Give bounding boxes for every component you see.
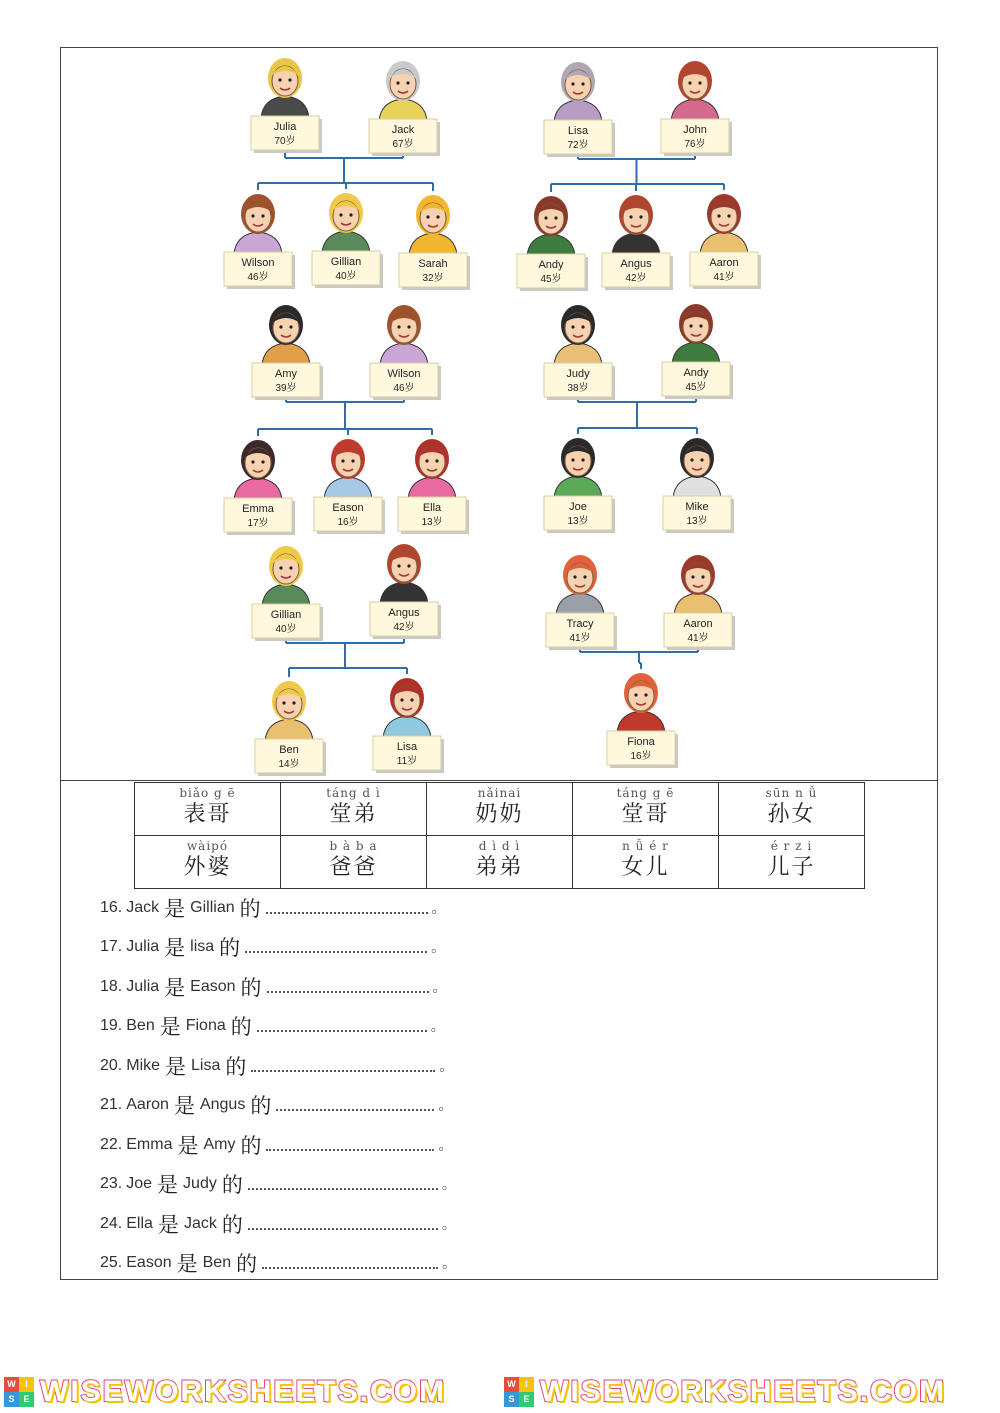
vocab-cell [135,836,281,889]
person-name: Ella [422,502,442,514]
family-member [398,439,469,534]
family-member [252,546,323,641]
question-subject: Eason [126,1254,172,1272]
question-particle: 的 [239,896,261,921]
site-logo [4,1372,446,1412]
vocab-cell [135,783,281,836]
vocab-cell [573,783,719,836]
person-name: Angus [620,258,652,270]
pinyin: biǎo g ē [179,786,236,800]
person-avatar-icon [265,681,313,741]
question-end-mark: 。 [431,900,446,917]
badge-letter: E [519,1392,534,1407]
family-member [373,678,444,773]
question-end-mark: 。 [438,1137,453,1154]
person-age: 41岁 [569,633,591,644]
question-subject: Julia [126,938,160,956]
question-particle: 的 [240,1133,262,1158]
family-member [607,673,678,768]
person-age: 14岁 [278,759,300,770]
person-avatar-icon [554,305,602,365]
person-avatar-icon [612,195,660,255]
vocab-row [135,836,865,889]
person-age: 46岁 [247,272,269,283]
question-verb: 是 [157,1212,179,1237]
question-object: Eason [190,977,236,995]
person-age: 16岁 [630,751,652,762]
person-age: 45岁 [540,274,562,285]
question-object: Fiona [185,1017,226,1035]
hanzi: 弟弟 [475,855,524,880]
person-name: Wilson [241,257,275,269]
family-member [662,304,733,399]
question-particle: 的 [236,1252,258,1277]
vocabulary-table [134,782,865,889]
family-member [544,305,615,400]
person-name: Fiona [627,736,655,748]
person-avatar-icon [671,61,719,121]
answer-blank[interactable] [251,1060,435,1072]
person-name: Aaron [683,618,713,630]
question-verb: 是 [173,1094,195,1119]
person-age: 72岁 [567,140,589,151]
person-name: Emma [242,503,274,515]
question-subject: Julia [126,977,160,995]
family-connectors [258,150,724,677]
person-age: 42岁 [625,273,647,284]
question-number: 22. [100,1135,123,1153]
pinyin: d ì d ì [478,839,521,853]
answer-blank[interactable] [266,902,428,914]
person-avatar-icon [380,544,428,604]
pinyin: n ǚ é r [622,839,669,853]
question-object: Lisa [191,1056,221,1074]
vocab-cell [281,836,427,889]
logo-badge-icon [4,1377,34,1407]
question-number: 18. [100,977,123,995]
person-name: Gillian [330,256,362,268]
family-member [399,195,470,290]
person-age: 40岁 [275,624,297,635]
person-avatar-icon [527,196,575,256]
question-object: Angus [199,1096,246,1114]
vocab-cell [281,783,427,836]
question-subject: Joe [126,1175,153,1193]
logo-badge-icon [504,1377,534,1407]
person-name: John [683,124,707,136]
logo-text: WISEWORKSHEETS.COM [40,1375,447,1408]
question-end-mark: 。 [438,1098,453,1115]
question-number: 21. [100,1096,123,1114]
question-item [100,1125,900,1165]
person-name: Gillian [270,609,302,621]
person-avatar-icon [261,58,309,118]
question-verb: 是 [164,896,186,921]
pinyin: táng d ì [326,786,381,800]
pinyin: nǎinai [477,786,522,800]
question-subject: Jack [126,898,160,916]
question-object: Ben [202,1254,232,1272]
hanzi: 孙女 [767,802,816,827]
person-name: Jack [391,124,415,136]
answer-blank[interactable] [248,1178,438,1190]
person-age: 42岁 [393,622,415,633]
answer-blank[interactable] [267,981,429,993]
person-avatar-icon [554,438,602,498]
family-member [370,305,441,400]
vocab-cell [573,836,719,889]
section-divider [60,780,938,781]
vocab-cell [427,836,573,889]
family-member [602,195,673,290]
hanzi: 外婆 [183,855,232,880]
hanzi: 女儿 [621,855,670,880]
question-number: 20. [100,1056,123,1074]
answer-blank[interactable] [245,941,427,953]
pinyin: é r z i [770,839,813,853]
answer-blank[interactable] [266,1139,434,1151]
question-particle: 的 [250,1094,272,1119]
hanzi: 堂弟 [329,802,378,827]
vocab-row [135,783,865,836]
question-end-mark: 。 [441,1216,456,1233]
hanzi: 儿子 [767,855,816,880]
badge-letter: W [4,1377,19,1392]
question-item [100,1244,900,1284]
person-name: Ben [279,744,299,756]
pinyin: wàipó [186,839,229,853]
person-avatar-icon [324,439,372,499]
hanzi: 堂哥 [621,802,670,827]
family-member [664,555,735,650]
person-name: Eason [332,502,364,514]
badge-letter: E [19,1392,34,1407]
question-number: 24. [100,1214,123,1232]
person-age: 32岁 [422,273,444,284]
family-member [663,438,734,533]
answer-blank[interactable] [262,1257,438,1269]
question-item [100,1165,900,1205]
person-avatar-icon [617,673,665,733]
person-name: Andy [683,367,709,379]
question-end-mark: 。 [441,1177,456,1194]
question-particle: 的 [225,1054,247,1079]
person-name: Sarah [418,258,448,270]
badge-letter: S [504,1392,519,1407]
question-verb: 是 [157,1173,179,1198]
family-member [312,193,383,288]
question-end-mark: 。 [439,1058,454,1075]
person-avatar-icon [673,438,721,498]
question-verb: 是 [177,1133,199,1158]
question-number: 19. [100,1017,123,1035]
question-particle: 的 [240,975,262,1000]
person-age: 13岁 [567,516,589,527]
person-name: Judy [566,368,590,380]
person-age: 39岁 [275,383,297,394]
site-logo [504,1372,946,1412]
question-end-mark: 。 [432,979,447,996]
question-object: Gillian [190,898,235,916]
person-age: 13岁 [686,516,708,527]
person-name: Mike [685,501,709,513]
question-item [100,1086,900,1126]
person-avatar-icon [234,194,282,254]
hanzi: 奶奶 [475,802,524,827]
person-avatar-icon [379,61,427,121]
person-name: Lisa [567,125,589,137]
question-number: 16. [100,898,123,916]
question-subject: Aaron [126,1096,169,1114]
person-avatar-icon [554,62,602,122]
question-verb: 是 [164,975,186,1000]
question-verb: 是 [176,1252,198,1277]
question-particle: 的 [221,1173,243,1198]
question-number: 25. [100,1254,123,1272]
question-object: lisa [190,938,215,956]
question-verb: 是 [165,1054,187,1079]
question-particle: 的 [230,1015,252,1040]
vocab-cell [427,783,573,836]
person-name: Andy [538,259,564,271]
question-verb: 是 [164,936,186,961]
person-name: Angus [388,607,420,619]
question-item [100,1046,900,1086]
family-member [314,439,385,534]
person-age: 17岁 [247,518,269,529]
person-age: 38岁 [567,383,589,394]
question-subject: Ella [126,1214,153,1232]
family-member [224,194,295,289]
person-avatar-icon [234,440,282,500]
logo-text: WISEWORKSHEETS.COM [540,1375,947,1408]
question-particle: 的 [219,936,241,961]
person-avatar-icon [262,305,310,365]
person-avatar-icon [556,555,604,615]
person-avatar-icon [322,193,370,253]
question-number: 23. [100,1175,123,1193]
question-list [100,888,900,1283]
question-number: 17. [100,938,123,956]
person-age: 16岁 [337,517,359,528]
question-subject: Mike [126,1056,161,1074]
person-avatar-icon [409,195,457,255]
person-name: Wilson [387,368,421,380]
person-name: Joe [569,501,587,513]
pinyin: sūn n ǚ [765,786,818,800]
person-age: 67岁 [392,139,414,150]
answer-blank[interactable] [257,1020,427,1032]
person-avatar-icon [700,194,748,254]
family-member [251,58,322,153]
vocab-cell [719,836,865,889]
person-name: Lisa [396,741,418,753]
family-member [661,61,732,156]
vocab-cell [719,783,865,836]
question-subject: Emma [126,1135,173,1153]
question-item [100,928,900,968]
family-member [517,196,588,291]
footer-watermark [0,1372,1000,1412]
person-age: 41岁 [687,633,709,644]
person-avatar-icon [383,678,431,738]
question-object: Judy [183,1175,217,1193]
person-age: 11岁 [396,756,418,767]
person-age: 13岁 [421,517,443,528]
question-item [100,1204,900,1244]
family-member [544,62,615,157]
question-object: Amy [203,1135,236,1153]
question-item [100,967,900,1007]
badge-letter: S [4,1392,19,1407]
question-item [100,1007,900,1047]
question-subject: Ben [126,1017,155,1035]
family-member [252,305,323,400]
question-verb: 是 [159,1015,181,1040]
pinyin: b à b a [329,839,378,853]
badge-letter: W [504,1377,519,1392]
person-name: Amy [275,368,297,380]
person-age: 70岁 [274,136,296,147]
badge-letter: I [519,1377,534,1392]
family-member [544,438,615,533]
person-name: Aaron [709,257,739,269]
person-age: 45岁 [685,382,707,393]
person-age: 46岁 [393,383,415,394]
hanzi: 表哥 [183,802,232,827]
family-member [370,544,441,639]
question-particle: 的 [221,1212,243,1237]
question-end-mark: 。 [431,940,446,957]
person-avatar-icon [380,305,428,365]
badge-letter: I [19,1377,34,1392]
question-end-mark: 。 [430,1019,445,1036]
answer-blank[interactable] [276,1099,434,1111]
person-avatar-icon [672,304,720,364]
person-age: 76岁 [684,139,706,150]
question-object: Jack [183,1214,217,1232]
hanzi: 爸爸 [329,855,378,880]
family-member [224,440,295,535]
answer-blank[interactable] [248,1218,438,1230]
family-member [255,681,326,776]
person-avatar-icon [262,546,310,606]
person-age: 40岁 [335,271,357,282]
person-avatar-icon [674,555,722,615]
pinyin: táng g ē [616,786,675,800]
person-avatar-icon [408,439,456,499]
question-end-mark: 。 [442,1256,457,1273]
person-name: Tracy [566,618,594,630]
family-member [369,61,440,156]
person-name: Julia [273,121,297,133]
family-member [690,194,761,289]
person-age: 41岁 [713,272,735,283]
question-item [100,888,900,928]
family-member [546,555,617,650]
